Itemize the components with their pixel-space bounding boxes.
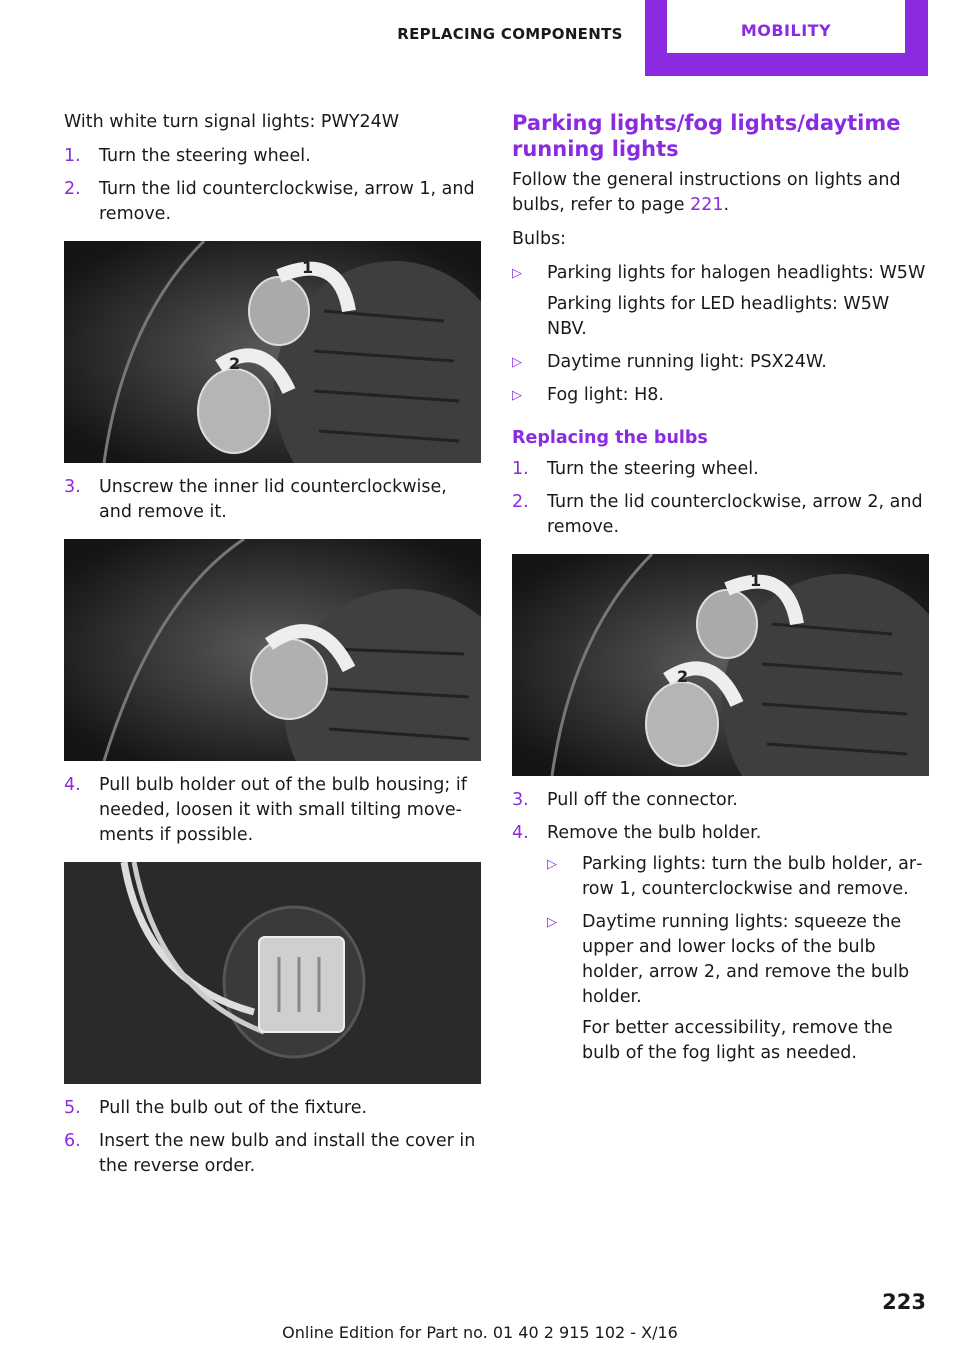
list-item: ▷ Parking lights for halogen headlights: W5W Parking lights for LED headlights: W5W NBV.: [512, 263, 926, 339]
step-item: 3. Pull off the connector.: [512, 790, 738, 810]
chapter-tab-label: MOBILITY: [740, 21, 832, 40]
page-number: 223: [882, 1290, 926, 1314]
footer-edition: Online Edition for Part no. 01 40 2 915 102 - X/16: [282, 1323, 678, 1342]
section-heading: Parking lights/fog lights/daytime running lights: [512, 111, 901, 161]
step-item: 4. Remove the bulb holder. ▷ Parking lights: turn the bulb holder, ar‐ row 1, counterclockwise and remove. ▷ Daytime running lights: squeeze the upper and lower locks of the bulb holder, arrow 2, and remove the bulb holder. For better accessibility, remove the bulb of the fog light as needed.: [512, 821, 930, 1066]
bulbs-label: Bulbs:: [512, 229, 567, 249]
right-column: [512, 110, 930, 1074]
photo-bulb-holder: [64, 862, 481, 1084]
list-item: ▷ Daytime running light: PSX24W.: [512, 350, 930, 375]
triangle-bullet-icon: ▷: [512, 388, 522, 403]
left-step-3: [64, 475, 482, 525]
triangle-bullet-icon: ▷: [512, 266, 522, 281]
chapter-tab[interactable]: [645, 0, 928, 76]
step-item: 1. Turn the steering wheel.: [512, 459, 759, 479]
step-item: 1. Turn the steering wheel.: [64, 146, 311, 166]
step-item: 3. Unscrew the inner lid counterclockwise, and remove it.: [64, 477, 447, 522]
photo-wheel-arch-two-lids-right: [512, 554, 929, 776]
list-item: ▷ Daytime running lights: squeeze the upper and lower locks of the bulb holder, arrow 2, and remove the bulb holder. For better accessibility, remove the bulb of the fog light as needed.: [547, 912, 910, 1063]
triangle-bullet-icon: ▷: [547, 857, 557, 872]
arrow-label: 1: [302, 258, 314, 277]
left-steps-5-6: [64, 1096, 482, 1179]
list-item: ▷ Fog light: H8.: [512, 383, 930, 408]
photo-wheel-arch-two-lids: [64, 241, 481, 463]
left-step-4: [64, 773, 482, 848]
replacing-bulbs-heading: Replacing the bulbs: [512, 428, 708, 448]
right-steps-1-2: [512, 457, 930, 540]
bulbs-list: [512, 261, 930, 408]
list-item: ▷ Parking lights: turn the bulb holder, ar‐ row 1, counterclockwise and remove.: [547, 854, 923, 899]
photo-inner-lid: [64, 539, 481, 761]
left-steps-1-2: [64, 144, 482, 227]
intro-paragraph: Follow the general instructions on lights and bulbs, refer to page 221.: [512, 170, 901, 215]
triangle-bullet-icon: ▷: [512, 355, 522, 370]
arrow-label: 2: [229, 354, 241, 373]
right-steps-3-4: [512, 788, 930, 1066]
triangle-bullet-icon: ▷: [547, 915, 557, 930]
arrow-label: 2: [677, 667, 689, 686]
step-item: 2. Turn the lid counterclockwise, arrow 1, and remove.: [64, 179, 475, 224]
turn-signal-bulb-note: With white turn signal lights: PWY24W: [64, 112, 400, 132]
arrow-label: 1: [750, 571, 762, 590]
page-reference-link[interactable]: 221: [690, 195, 724, 215]
step-item: 5. Pull the bulb out of the fixture.: [64, 1098, 368, 1118]
step-item: 2. Turn the lid counterclockwise, arrow 2, and remove.: [512, 492, 923, 537]
step-item: 6. Insert the new bulb and install the cover in the reverse order.: [64, 1131, 476, 1176]
bulb-holder-sub-list: [547, 852, 930, 1066]
step-item: 4. Pull bulb holder out of the bulb housing; if needed, loosen it with small tilting move‐ ments if possible.: [64, 775, 467, 845]
left-column: [64, 110, 482, 1187]
section-title: REPLACING COMPONENTS: [397, 25, 623, 43]
